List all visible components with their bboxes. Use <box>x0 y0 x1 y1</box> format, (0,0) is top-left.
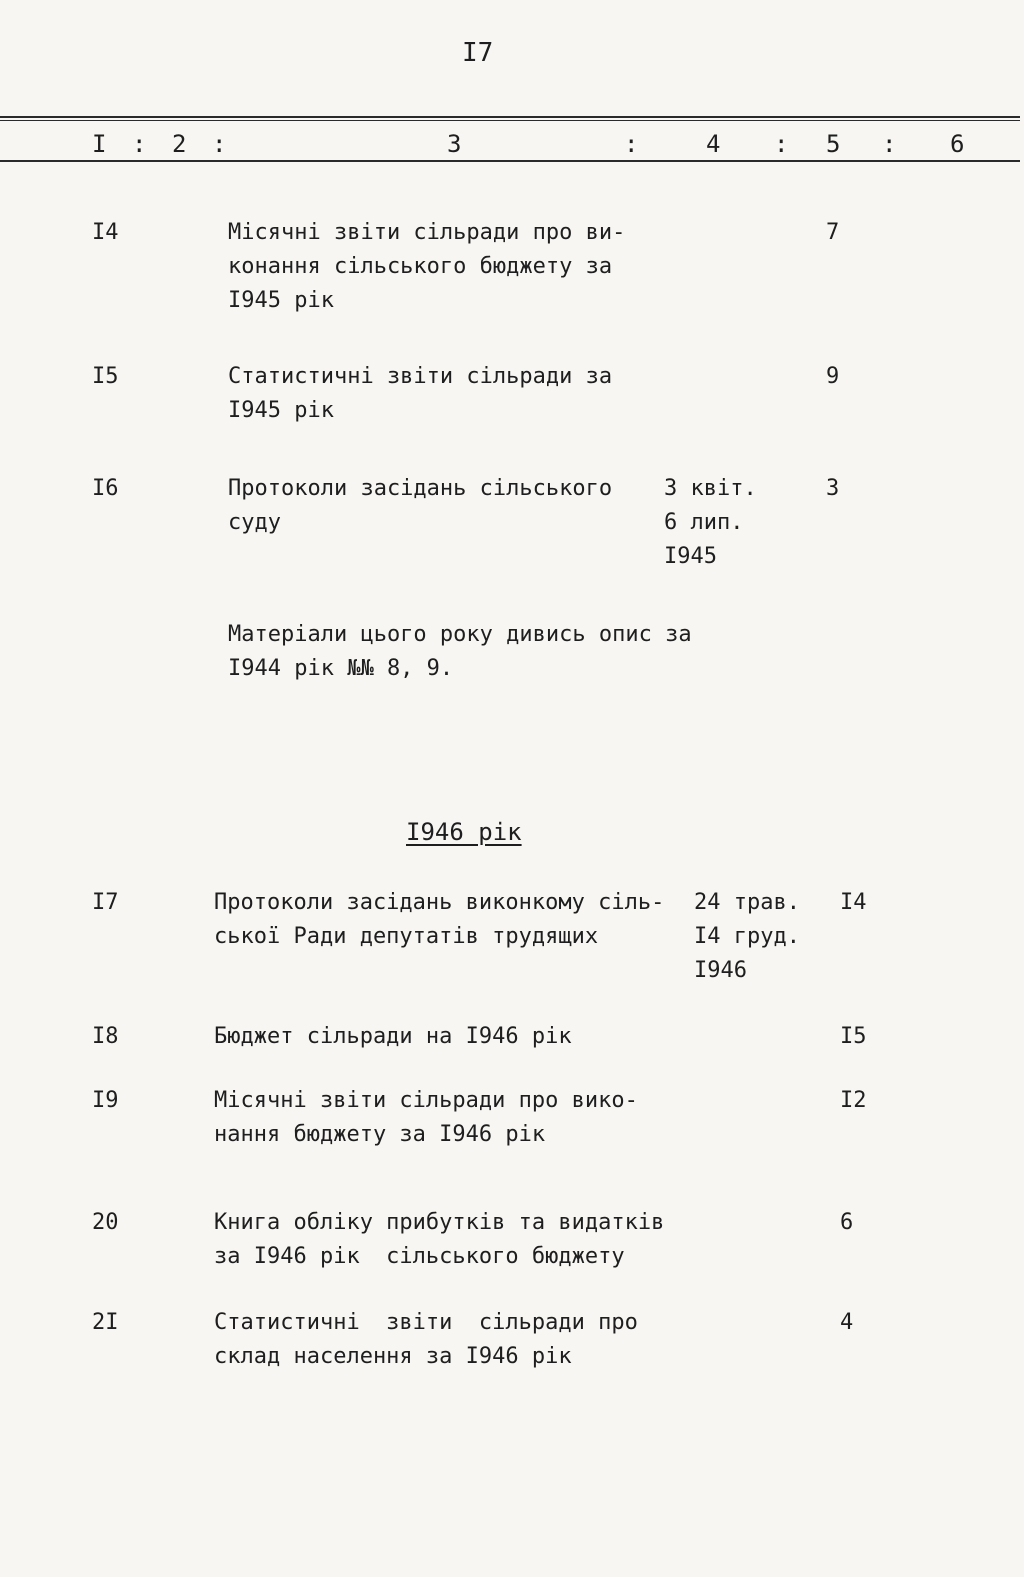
item-sheet-count: 7 <box>826 220 840 245</box>
item-title-line: конання сільського бюджету за <box>228 254 613 279</box>
header-rule-top-2 <box>0 120 1020 121</box>
item-sheet-count: 4 <box>840 1310 854 1335</box>
item-title-line: Місячні звіти сільради про ви- <box>228 220 626 245</box>
item-title-line: Протоколи засідань виконкому сіль- <box>214 890 665 915</box>
header-rule-bottom <box>0 160 1020 162</box>
item-sheet-count: 3 <box>826 476 840 501</box>
item-title-line: суду <box>228 510 281 535</box>
item-title-line: Бюджет сільради на I946 рік <box>214 1024 572 1049</box>
item-sheet-count: 9 <box>826 364 840 389</box>
item-number: I8 <box>92 1024 119 1049</box>
col-header-6: 6 <box>950 130 965 158</box>
item-sheet-count: 6 <box>840 1210 854 1235</box>
col-header-4: 4 <box>706 130 721 158</box>
item-sheet-count: I5 <box>840 1024 867 1049</box>
item-title-line: Місячні звіти сільради про вико- <box>214 1088 638 1113</box>
col-header-5: 5 <box>826 130 841 158</box>
col-sep: : <box>882 130 897 158</box>
note-line: Матеріали цього року дивись опис за <box>228 622 692 647</box>
item-title-line: Протоколи засідань сільського <box>228 476 613 501</box>
item-title-line: I945 рік <box>228 398 334 423</box>
col-sep: : <box>212 130 227 158</box>
item-title-line: Книга обліку прибутків та видатків <box>214 1210 665 1235</box>
col-sep: : <box>132 130 147 158</box>
year-heading: I946 рік <box>406 818 522 846</box>
item-number: 20 <box>92 1210 119 1235</box>
note-line: I944 рік №№ 8, 9. <box>228 656 454 681</box>
item-date-line: 24 трав. <box>694 890 800 915</box>
col-header-3: 3 <box>447 130 462 158</box>
item-sheet-count: I4 <box>840 890 867 915</box>
item-title-line: Статистичні звіти сільради про <box>214 1310 638 1335</box>
item-title-line: ської Ради депутатів трудящих <box>214 924 599 949</box>
item-date-line: I945 <box>664 544 717 569</box>
col-header-2: 2 <box>172 130 187 158</box>
item-number: I9 <box>92 1088 119 1113</box>
item-date-line: I946 <box>694 958 747 983</box>
item-sheet-count: I2 <box>840 1088 867 1113</box>
item-date-line: I4 груд. <box>694 924 800 949</box>
col-header-1: I <box>92 130 107 158</box>
item-title-line: за I946 рік сільського бюджету <box>214 1244 625 1269</box>
col-sep: : <box>774 130 789 158</box>
item-date-line: 6 лип. <box>664 510 744 535</box>
item-number: I7 <box>92 890 119 915</box>
item-title-line: Статистичні звіти сільради за <box>228 364 613 389</box>
item-number: I6 <box>92 476 119 501</box>
item-title-line: нання бюджету за I946 рік <box>214 1122 546 1147</box>
item-date-line: 3 квіт. <box>664 476 757 501</box>
header-rule-top <box>0 116 1020 118</box>
item-title-line: склад населення за I946 рік <box>214 1344 572 1369</box>
item-number: I4 <box>92 220 119 245</box>
page-number: I7 <box>462 38 494 68</box>
item-title-line: I945 рік <box>228 288 334 313</box>
col-sep: : <box>624 130 639 158</box>
item-number: I5 <box>92 364 119 389</box>
item-number: 2I <box>92 1310 119 1335</box>
